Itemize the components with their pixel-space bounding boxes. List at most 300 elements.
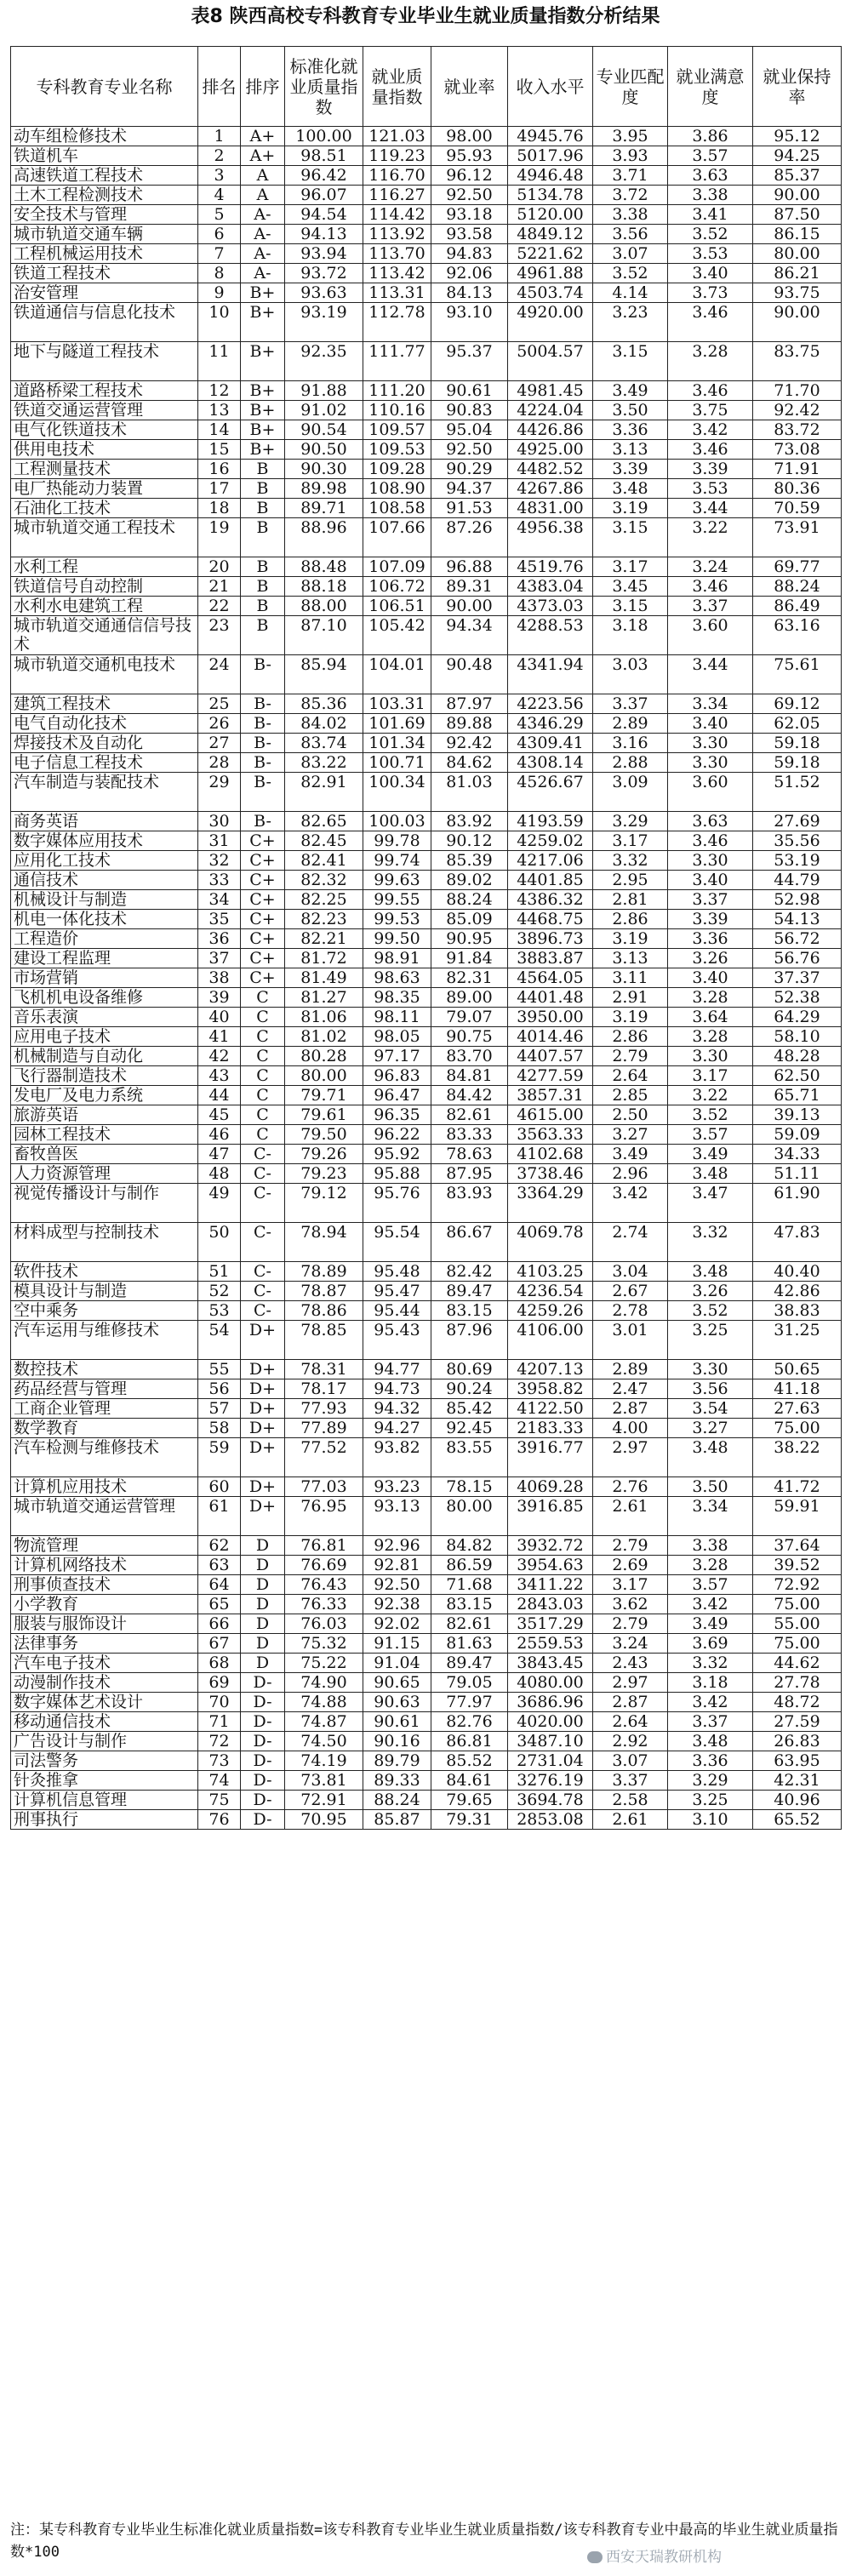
table-row (11, 1360, 842, 1379)
value-cell: 3.48 (593, 479, 668, 499)
value-cell: 77.97 (431, 1693, 508, 1712)
value-cell: 3.46 (668, 303, 753, 342)
value-cell: 84.62 (431, 753, 508, 773)
value-cell: 93.63 (285, 283, 363, 303)
value-cell: 4193.59 (508, 812, 593, 831)
major-name-cell: 动漫制作技术 (11, 1673, 198, 1693)
value-cell: D- (241, 1751, 285, 1771)
table-row (11, 1282, 842, 1301)
major-name-cell: 物流管理 (11, 1536, 198, 1556)
value-cell: 4401.48 (508, 988, 593, 1008)
value-cell: 4080.00 (508, 1673, 593, 1693)
value-cell: 85.52 (431, 1751, 508, 1771)
value-cell: 4122.50 (508, 1399, 593, 1419)
value-cell: 87.50 (753, 205, 842, 225)
value-cell: 106.51 (363, 597, 431, 616)
value-cell: 82.25 (285, 890, 363, 910)
value-cell: D+ (241, 1399, 285, 1419)
value-cell: 2.86 (593, 910, 668, 929)
value-cell: 65.52 (753, 1810, 842, 1830)
major-name-cell: 广告设计与制作 (11, 1732, 198, 1751)
value-cell: 2.97 (593, 1438, 668, 1477)
value-cell: 111.20 (363, 381, 431, 401)
value-cell: 3.26 (668, 949, 753, 968)
value-cell: 87.10 (285, 616, 363, 655)
value-cell: 3.48 (668, 1732, 753, 1751)
value-cell: 93.19 (285, 303, 363, 342)
value-cell: 92.50 (431, 186, 508, 205)
value-cell: 2.85 (593, 1086, 668, 1105)
major-name-cell: 小学教育 (11, 1595, 198, 1614)
value-cell: 2.50 (593, 1105, 668, 1125)
table-body (11, 127, 842, 1830)
table-row (11, 1105, 842, 1125)
table-row (11, 518, 842, 557)
value-cell: 90.30 (285, 460, 363, 479)
major-name-cell: 建设工程监理 (11, 949, 198, 968)
table-row (11, 597, 842, 616)
value-cell: 77.93 (285, 1399, 363, 1419)
value-cell: 92.38 (363, 1595, 431, 1614)
value-cell: 35.56 (753, 831, 842, 851)
value-cell: 13 (198, 401, 241, 420)
value-cell: 116.70 (363, 166, 431, 186)
value-cell: 94.37 (431, 479, 508, 499)
value-cell: 42.31 (753, 1771, 842, 1791)
value-cell: 94.32 (363, 1399, 431, 1419)
major-name-cell: 视觉传播设计与制作 (11, 1184, 198, 1223)
value-cell: 79.50 (285, 1125, 363, 1145)
value-cell: 3883.87 (508, 949, 593, 968)
value-cell: 59.91 (753, 1497, 842, 1536)
major-name-cell: 电气化铁道技术 (11, 420, 198, 440)
value-cell: 77.89 (285, 1419, 363, 1438)
table-row (11, 1027, 842, 1047)
value-cell: 18 (198, 499, 241, 518)
value-cell: 92.50 (363, 1575, 431, 1595)
value-cell: 4277.59 (508, 1066, 593, 1086)
value-cell: 3.30 (668, 753, 753, 773)
value-cell: 39.52 (753, 1556, 842, 1575)
value-cell: 3.01 (593, 1321, 668, 1360)
value-cell: C (241, 1027, 285, 1047)
value-cell: 2.97 (593, 1673, 668, 1693)
table-row (11, 616, 842, 655)
value-cell: 62.50 (753, 1066, 842, 1086)
value-cell: 3364.29 (508, 1184, 593, 1223)
value-cell: 78.63 (431, 1145, 508, 1164)
value-cell: 78.89 (285, 1262, 363, 1282)
major-name-cell: 药品经营与管理 (11, 1379, 198, 1399)
value-cell: 74.87 (285, 1712, 363, 1732)
value-cell: A+ (241, 127, 285, 146)
value-cell: 3.62 (593, 1595, 668, 1614)
value-cell: 2.79 (593, 1614, 668, 1634)
value-cell: 2.47 (593, 1379, 668, 1399)
value-cell: 5017.96 (508, 146, 593, 166)
value-cell: C (241, 1105, 285, 1125)
value-cell: 72 (198, 1732, 241, 1751)
value-cell: 78.86 (285, 1301, 363, 1321)
value-cell: 69.77 (753, 557, 842, 577)
value-cell: B+ (241, 381, 285, 401)
value-cell: 99.74 (363, 851, 431, 871)
table-row (11, 1810, 842, 1830)
value-cell: 58 (198, 1419, 241, 1438)
value-cell: 81.03 (431, 773, 508, 812)
value-cell: 77.52 (285, 1438, 363, 1477)
table-row (11, 264, 842, 283)
value-cell: 74.50 (285, 1732, 363, 1751)
table-row (11, 694, 842, 714)
value-cell: 82.65 (285, 812, 363, 831)
value-cell: 24 (198, 655, 241, 694)
value-cell: 112.78 (363, 303, 431, 342)
value-cell: 3.18 (593, 616, 668, 655)
major-name-cell: 高速铁道工程技术 (11, 166, 198, 186)
value-cell: 3.54 (668, 1399, 753, 1419)
value-cell: 51.11 (753, 1164, 842, 1184)
value-cell: 95.37 (431, 342, 508, 381)
value-cell: A+ (241, 146, 285, 166)
value-cell: B (241, 597, 285, 616)
value-cell: 61.90 (753, 1184, 842, 1223)
value-cell: 4946.48 (508, 166, 593, 186)
value-cell: D+ (241, 1360, 285, 1379)
value-cell: 44 (198, 1086, 241, 1105)
value-cell: 81.02 (285, 1027, 363, 1047)
table-row (11, 988, 842, 1008)
value-cell: 95.44 (363, 1301, 431, 1321)
value-cell: B (241, 499, 285, 518)
value-cell: 3.49 (593, 381, 668, 401)
table-row (11, 1654, 842, 1673)
value-cell: 51 (198, 1262, 241, 1282)
value-cell: 3.50 (593, 401, 668, 420)
value-cell: 75.00 (753, 1595, 842, 1614)
value-cell: 3.63 (668, 166, 753, 186)
value-cell: C+ (241, 871, 285, 890)
value-cell: 3.56 (668, 1379, 753, 1399)
table-row (11, 1732, 842, 1751)
value-cell: 27.78 (753, 1673, 842, 1693)
value-cell: 2 (198, 146, 241, 166)
value-cell: 4615.00 (508, 1105, 593, 1125)
value-cell: 73.81 (285, 1771, 363, 1791)
value-cell: 103.31 (363, 694, 431, 714)
value-cell: 93.23 (363, 1477, 431, 1497)
value-cell: 94.83 (431, 244, 508, 264)
value-cell: 4223.56 (508, 694, 593, 714)
value-cell: 3276.19 (508, 1771, 593, 1791)
value-cell: 82.42 (431, 1262, 508, 1282)
value-cell: 88.00 (285, 597, 363, 616)
major-name-cell: 机械设计与制造 (11, 890, 198, 910)
footnote: 注：某专科教育专业毕业生标准化就业质量指数=该专科教育专业毕业生就业质量指数/该专科教育专业中最高的毕业生就业质量指数*100 (10, 2522, 838, 2561)
value-cell: 2.78 (593, 1301, 668, 1321)
value-cell: 79.05 (431, 1673, 508, 1693)
col-header: 专科教育专业名称 (11, 47, 198, 127)
value-cell: 4564.05 (508, 968, 593, 988)
value-cell: 4401.85 (508, 871, 593, 890)
value-cell: 100.03 (363, 812, 431, 831)
value-cell: 3.30 (668, 1360, 753, 1379)
value-cell: 90.50 (285, 440, 363, 460)
value-cell: 4341.94 (508, 655, 593, 694)
major-name-cell: 应用电子技术 (11, 1027, 198, 1047)
value-cell: 56 (198, 1379, 241, 1399)
value-cell: 3.07 (593, 1751, 668, 1771)
value-cell: D+ (241, 1438, 285, 1477)
table-row (11, 577, 842, 597)
value-cell: 98.63 (363, 968, 431, 988)
value-cell: 3.19 (593, 1008, 668, 1027)
major-name-cell: 服装与服饰设计 (11, 1614, 198, 1634)
value-cell: 4386.32 (508, 890, 593, 910)
major-name-cell: 数学教育 (11, 1419, 198, 1438)
value-cell: 27.69 (753, 812, 842, 831)
value-cell: 3843.45 (508, 1654, 593, 1673)
value-cell: 3.34 (668, 1497, 753, 1536)
value-cell: 90.83 (431, 401, 508, 420)
value-cell: 3.15 (593, 342, 668, 381)
value-cell: 98.05 (363, 1027, 431, 1047)
value-cell: 25 (198, 694, 241, 714)
table-row (11, 1419, 842, 1438)
col-header: 就业满意度 (668, 47, 753, 127)
value-cell: B (241, 518, 285, 557)
table-row (11, 283, 842, 303)
value-cell: 3.52 (668, 1105, 753, 1125)
value-cell: 37.64 (753, 1536, 842, 1556)
value-cell: 82.21 (285, 929, 363, 949)
value-cell: 56.76 (753, 949, 842, 968)
table-row (11, 812, 842, 831)
value-cell: 94.73 (363, 1379, 431, 1399)
value-cell: 85.09 (431, 910, 508, 929)
value-cell: 2.61 (593, 1810, 668, 1830)
value-cell: 82.23 (285, 910, 363, 929)
value-cell: 4020.00 (508, 1712, 593, 1732)
value-cell: B- (241, 734, 285, 753)
value-cell: 90.16 (363, 1732, 431, 1751)
value-cell: 3958.82 (508, 1379, 593, 1399)
value-cell: 96.35 (363, 1105, 431, 1125)
value-cell: 62 (198, 1536, 241, 1556)
value-cell: 85.42 (431, 1399, 508, 1419)
value-cell: 84.82 (431, 1536, 508, 1556)
value-cell: 4288.53 (508, 616, 593, 655)
major-name-cell: 地下与隧道工程技术 (11, 342, 198, 381)
value-cell: 5134.78 (508, 186, 593, 205)
value-cell: 2559.53 (508, 1634, 593, 1654)
value-cell: 37.37 (753, 968, 842, 988)
value-cell: 4259.26 (508, 1301, 593, 1321)
value-cell: 99.63 (363, 871, 431, 890)
value-cell: 92.35 (285, 342, 363, 381)
value-cell: 74.90 (285, 1673, 363, 1693)
value-cell: 93.18 (431, 205, 508, 225)
table-row (11, 342, 842, 381)
value-cell: 86.59 (431, 1556, 508, 1575)
value-cell: D- (241, 1673, 285, 1693)
value-cell: 3.15 (593, 597, 668, 616)
value-cell: 42 (198, 1047, 241, 1066)
col-header: 就业保持率 (753, 47, 842, 127)
value-cell: 83.74 (285, 734, 363, 753)
table-row (11, 910, 842, 929)
value-cell: 72.92 (753, 1575, 842, 1595)
table-row (11, 753, 842, 773)
value-cell: 45 (198, 1105, 241, 1125)
value-cell: 88.18 (285, 577, 363, 597)
value-cell: 92.96 (363, 1536, 431, 1556)
value-cell: 96.42 (285, 166, 363, 186)
value-cell: 5120.00 (508, 205, 593, 225)
watermark (587, 2545, 722, 2566)
value-cell: 99.53 (363, 910, 431, 929)
col-header: 标准化就业质量指数 (285, 47, 363, 127)
value-cell: 11 (198, 342, 241, 381)
value-cell: 59.09 (753, 1125, 842, 1145)
value-cell: 96.47 (363, 1086, 431, 1105)
major-name-cell: 汽车电子技术 (11, 1654, 198, 1673)
value-cell: 4519.76 (508, 557, 593, 577)
value-cell: 91.84 (431, 949, 508, 968)
value-cell: 30 (198, 812, 241, 831)
value-cell: 2731.04 (508, 1751, 593, 1771)
value-cell: 52.38 (753, 988, 842, 1008)
value-cell: 93.72 (285, 264, 363, 283)
major-name-cell: 畜牧兽医 (11, 1145, 198, 1164)
value-cell: 3.56 (593, 225, 668, 244)
value-cell: C+ (241, 949, 285, 968)
table-row (11, 1164, 842, 1184)
value-cell: 3.16 (593, 734, 668, 753)
major-name-cell: 电厂热能动力装置 (11, 479, 198, 499)
table-row (11, 890, 842, 910)
major-name-cell: 工程机械运用技术 (11, 244, 198, 264)
major-name-cell: 移动通信技术 (11, 1712, 198, 1732)
major-name-cell: 计算机应用技术 (11, 1477, 198, 1497)
major-name-cell: 铁道信号自动控制 (11, 577, 198, 597)
major-name-cell: 城市轨道交通工程技术 (11, 518, 198, 557)
table-row (11, 655, 842, 694)
value-cell: 47.83 (753, 1223, 842, 1262)
value-cell: 4014.46 (508, 1027, 593, 1047)
table-row (11, 1321, 842, 1360)
value-cell: C+ (241, 929, 285, 949)
table-row (11, 420, 842, 440)
value-cell: 41.72 (753, 1477, 842, 1497)
value-cell: B- (241, 714, 285, 734)
table-row (11, 831, 842, 851)
value-cell: 4069.78 (508, 1223, 593, 1262)
value-cell: 99.50 (363, 929, 431, 949)
value-cell: 3.26 (668, 1282, 753, 1301)
value-cell: 3686.96 (508, 1693, 593, 1712)
value-cell: 95.92 (363, 1145, 431, 1164)
value-cell: 99.55 (363, 890, 431, 910)
value-cell: 5221.62 (508, 244, 593, 264)
value-cell: 90.00 (431, 597, 508, 616)
value-cell: 3.73 (668, 283, 753, 303)
value-cell: 3.11 (593, 968, 668, 988)
value-cell: 79.61 (285, 1105, 363, 1125)
value-cell: 80.00 (753, 244, 842, 264)
value-cell: 70.59 (753, 499, 842, 518)
value-cell: 59.18 (753, 734, 842, 753)
value-cell: 82.31 (431, 968, 508, 988)
value-cell: 4849.12 (508, 225, 593, 244)
major-name-cell: 焊接技术及自动化 (11, 734, 198, 753)
value-cell: 3.17 (593, 1575, 668, 1595)
value-cell: D- (241, 1712, 285, 1732)
value-cell: 65 (198, 1595, 241, 1614)
table-row (11, 714, 842, 734)
value-cell: 89.00 (431, 988, 508, 1008)
value-cell: 76.03 (285, 1614, 363, 1634)
value-cell: C+ (241, 968, 285, 988)
value-cell: 87.96 (431, 1321, 508, 1360)
value-cell: 3.28 (668, 342, 753, 381)
table-row (11, 557, 842, 577)
table-row (11, 440, 842, 460)
table-row (11, 1751, 842, 1771)
value-cell: 44.79 (753, 871, 842, 890)
value-cell: 98.00 (431, 127, 508, 146)
value-cell: 76.69 (285, 1556, 363, 1575)
value-cell: 79.65 (431, 1791, 508, 1810)
value-cell: 4069.28 (508, 1477, 593, 1497)
value-cell: 3.47 (668, 1184, 753, 1223)
value-cell: 3.30 (668, 1047, 753, 1066)
value-cell: 108.58 (363, 499, 431, 518)
value-cell: 3487.10 (508, 1732, 593, 1751)
value-cell: 3.10 (668, 1810, 753, 1830)
value-cell: 34.33 (753, 1145, 842, 1164)
value-cell: 26 (198, 714, 241, 734)
value-cell: 87.95 (431, 1164, 508, 1184)
value-cell: 3.40 (668, 714, 753, 734)
value-cell: 82.41 (285, 851, 363, 871)
value-cell: 46 (198, 1125, 241, 1145)
value-cell: B+ (241, 401, 285, 420)
value-cell: 77.03 (285, 1477, 363, 1497)
value-cell: 4468.75 (508, 910, 593, 929)
value-cell: 27 (198, 734, 241, 753)
value-cell: 94.27 (363, 1419, 431, 1438)
value-cell: 3.57 (668, 1575, 753, 1595)
value-cell: 99.78 (363, 831, 431, 851)
value-cell: 100.00 (285, 127, 363, 146)
value-cell: 3.39 (668, 460, 753, 479)
value-cell: 3916.85 (508, 1497, 593, 1536)
value-cell: A (241, 166, 285, 186)
value-cell: 69.12 (753, 694, 842, 714)
table-row (11, 1438, 842, 1477)
value-cell: 3.48 (668, 1262, 753, 1282)
value-cell: 3.75 (668, 401, 753, 420)
value-cell: 3.50 (668, 1477, 753, 1497)
value-cell: 59.18 (753, 753, 842, 773)
value-cell: 100.34 (363, 773, 431, 812)
value-cell: 4224.04 (508, 401, 593, 420)
value-cell: 86.81 (431, 1732, 508, 1751)
value-cell: 95.54 (363, 1223, 431, 1262)
major-name-cell: 铁道交通运营管理 (11, 401, 198, 420)
value-cell: C (241, 1086, 285, 1105)
